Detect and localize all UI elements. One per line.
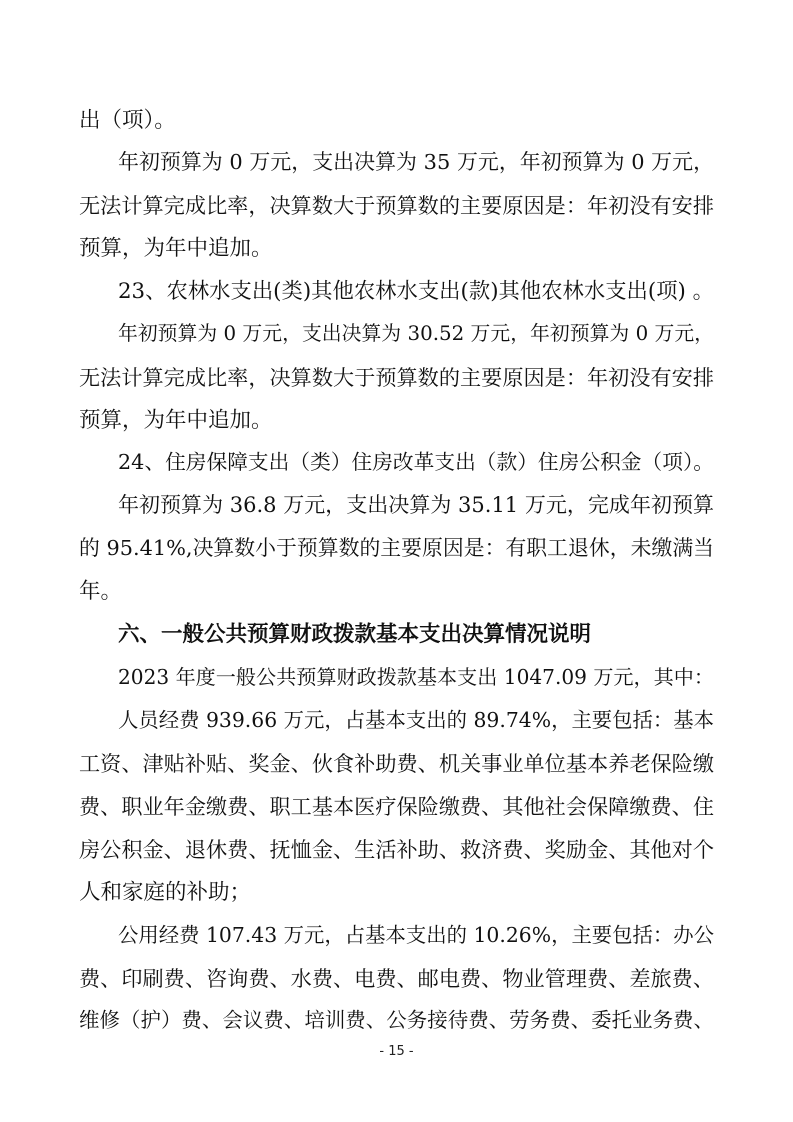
text-line: 年初预算为 0 万元，支出决算为 35 万元，年初预算为 0 万元， — [118, 150, 714, 174]
text-line: 房公积金、退休费、抚恤金、生活补助、救济费、奖励金、其他对个 — [79, 837, 714, 862]
text-line: 的 95.41%,决算数小于预算数的主要原因是：有职工退休，未缴满当 — [79, 536, 714, 560]
text-line: 年初预算为 0 万元，支出决算为 30.52 万元，年初预算为 0 万元， — [118, 322, 714, 345]
text-line: 年初预算为 36.8 万元，支出决算为 35.11 万元，完成年初预算 — [118, 493, 714, 517]
text-line: 工资、津贴补贴、奖金、伙食补助费、机关事业单位基本养老保险缴 — [79, 751, 714, 776]
page-number: - 15 - — [379, 1044, 414, 1059]
text-line: 出（项）。 — [79, 108, 176, 133]
text-line: 无法计算完成比率，决算数大于预算数的主要原因是：年初没有安排 — [79, 365, 714, 390]
text-line: 预算，为年中追加。 — [79, 236, 273, 261]
text-line: 人员经费 939.66 万元，占基本支出的 89.74%，主要包括：基本 — [118, 708, 714, 732]
text-line: 预算，为年中追加。 — [79, 408, 273, 433]
section-heading: 六、一般公共预算财政拨款基本支出决算情况说明 — [118, 622, 592, 647]
text-line: 公用经费 107.43 万元，占基本支出的 10.26%，主要包括：办公 — [118, 923, 714, 947]
text-line: 维修（护）费、会议费、培训费、公务接待费、劳务费、委托业务费、 — [79, 1008, 714, 1032]
text-line: 费、职业年金缴费、职工基本医疗保险缴费、其他社会保障缴费、住 — [79, 794, 714, 819]
text-line: 2023 年度一般公共预算财政拨款基本支出 1047.09 万元，其中： — [118, 665, 714, 689]
text-line: 费、印刷费、咨询费、水费、电费、邮电费、物业管理费、差旅费、 — [79, 966, 714, 991]
text-line: 年。 — [79, 579, 123, 604]
text-line: 人和家庭的补助； — [79, 880, 252, 905]
text-line: 23、农林水支出(类)其他农林水支出(款)其他农林水支出(项) 。 — [118, 279, 714, 304]
text-line: 无法计算完成比率，决算数大于预算数的主要原因是：年初没有安排 — [79, 193, 714, 218]
text-line: 24、住房保障支出（类）住房改革支出（款）住房公积金（项）。 — [118, 450, 714, 474]
